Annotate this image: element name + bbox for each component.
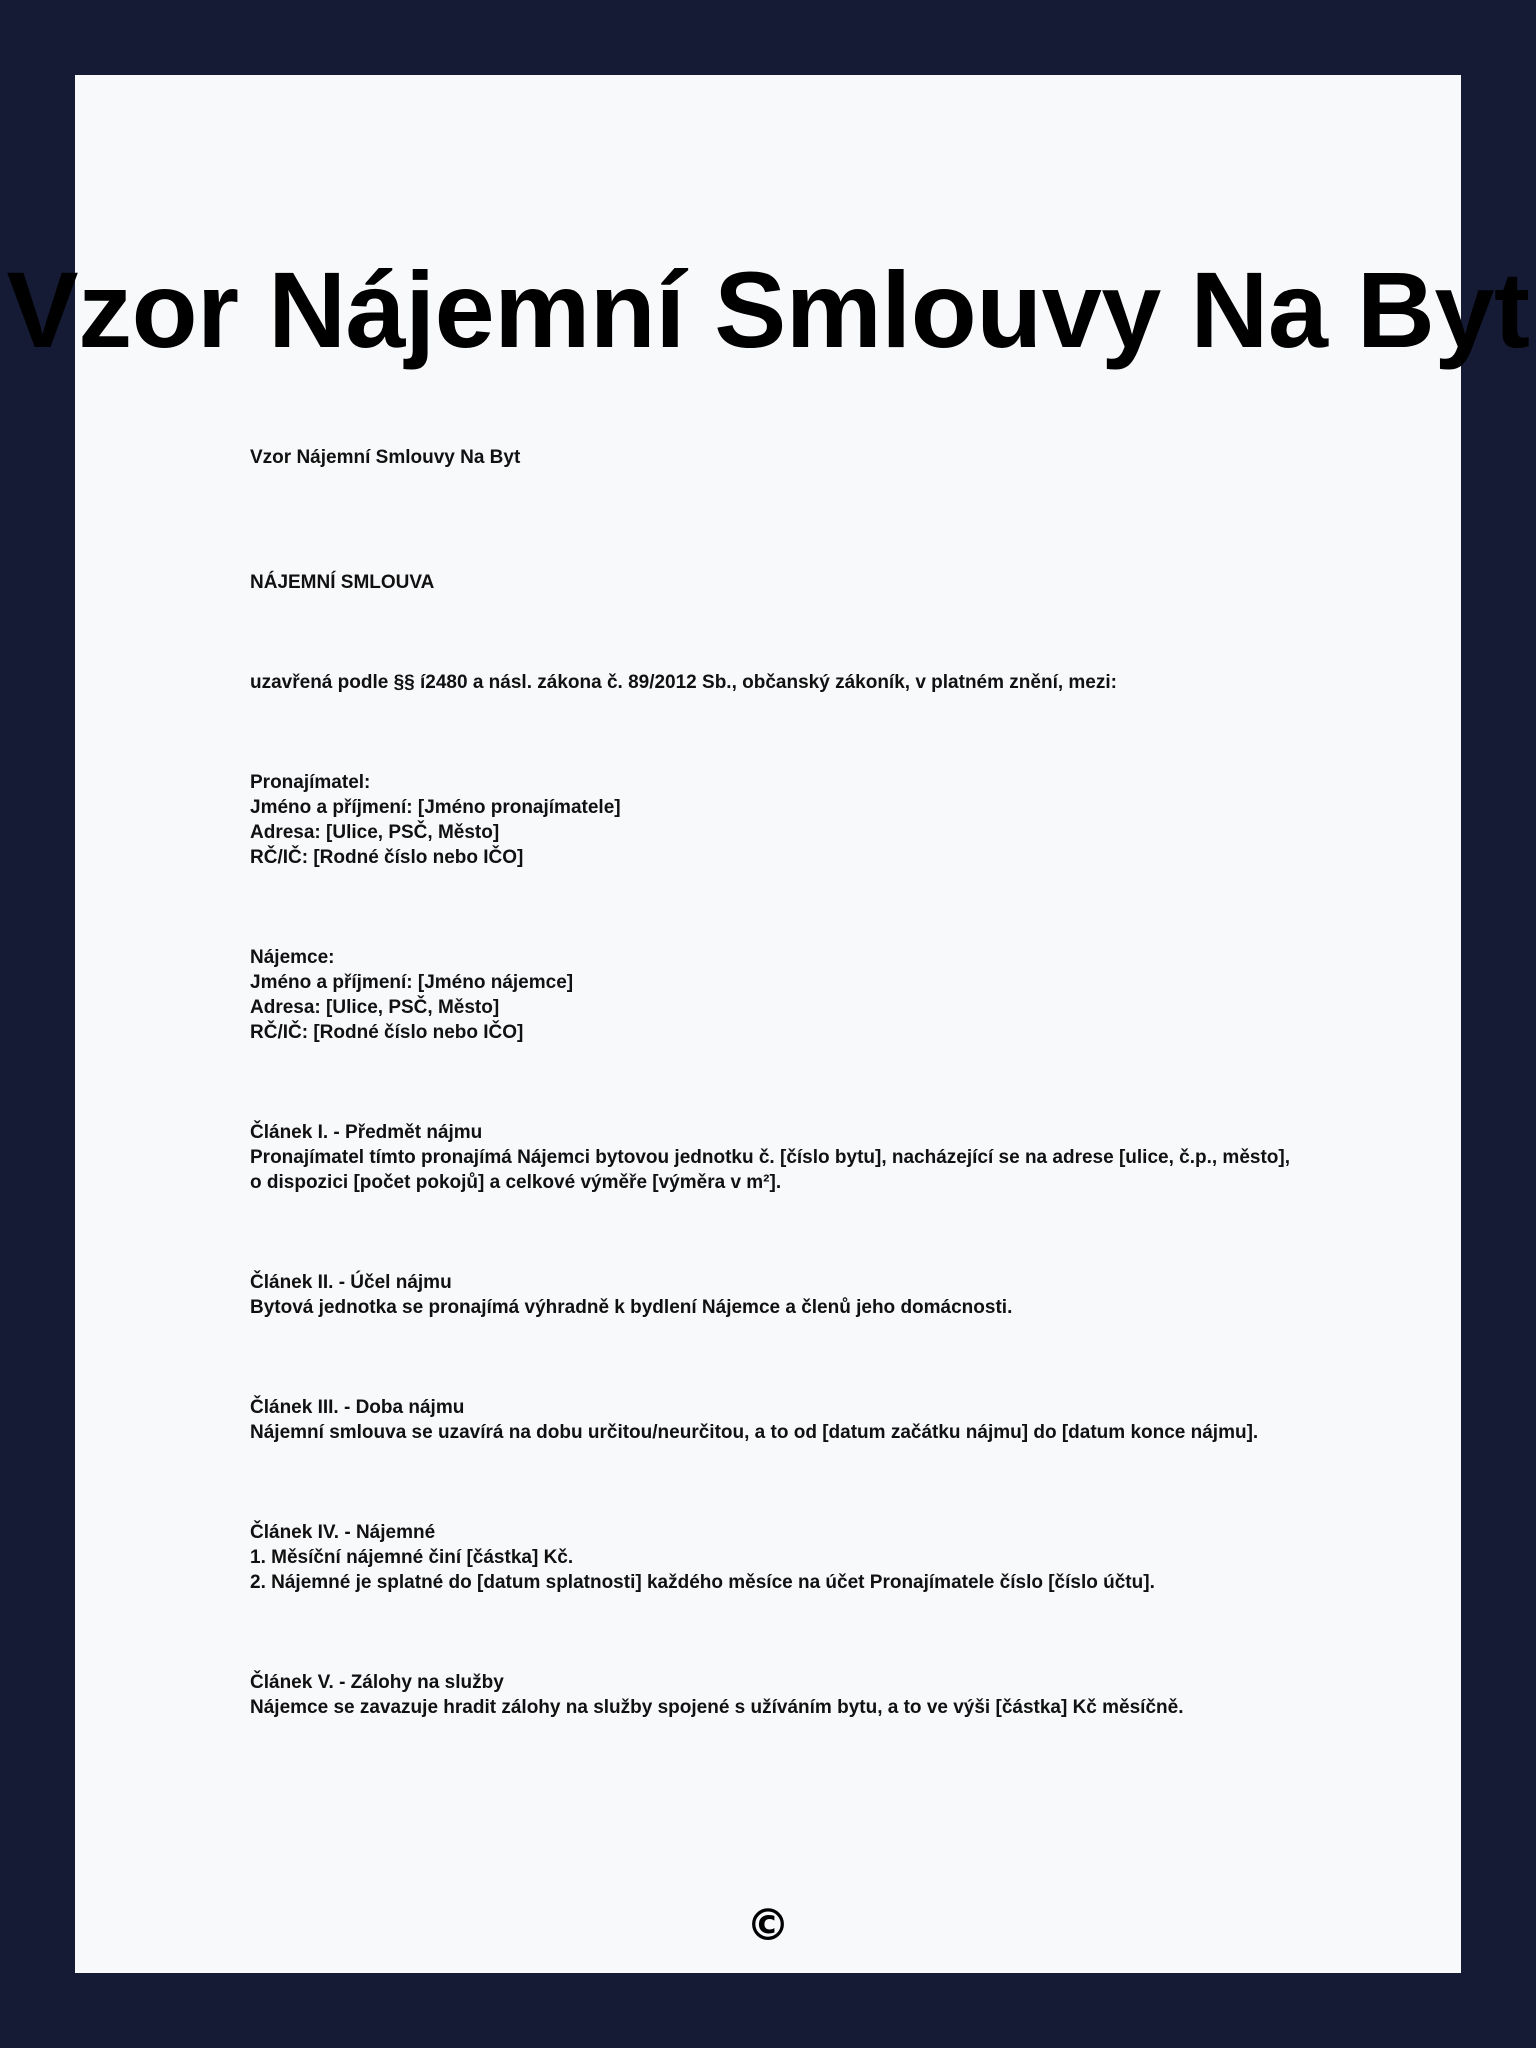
landlord-id: RČ/IČ: [Rodné číslo nebo IČO] <box>250 847 524 868</box>
article-heading: Článek II. - Účel nájmu <box>250 1272 452 1293</box>
article-text: Pronajímatel tímto pronajímá Nájemci bytovou jednotku č. [číslo bytu], nacházející se na adrese [ulice, č.p., město], o dispozici [počet pokojů] a celkové výměře [výměra v m²]. <box>250 1147 1290 1193</box>
document-body <box>250 445 1290 1720</box>
article-2 <box>250 1270 1290 1320</box>
landlord-address: Adresa: [Ulice, PSČ, Město] <box>250 822 500 843</box>
contract-heading: NÁJEMNÍ SMLOUVA <box>250 572 435 593</box>
article-1 <box>250 1120 1290 1195</box>
tenant-label: Nájemce: <box>250 947 335 968</box>
article-3 <box>250 1395 1290 1445</box>
article-text: Nájemní smlouva se uzavírá na dobu určitou/neurčitou, a to od [datum začátku nájmu] do [datum konce nájmu]. <box>250 1422 1259 1443</box>
tenant-block <box>250 945 1290 1045</box>
article-4 <box>250 1520 1290 1595</box>
article-5 <box>250 1670 1290 1720</box>
article-text: Bytová jednotka se pronajímá výhradně k bydlení Nájemce a členů jeho domácnosti. <box>250 1297 1013 1318</box>
article-heading: Článek I. - Předmět nájmu <box>250 1122 483 1143</box>
tenant-address: Adresa: [Ulice, PSČ, Město] <box>250 997 500 1018</box>
document-small-title: Vzor Nájemní Smlouvy Na Byt <box>250 447 521 468</box>
article-heading: Článek IV. - Nájemné <box>250 1522 436 1543</box>
landlord-block <box>250 770 1290 870</box>
article-text: 2. Nájemné je splatné do [datum splatnosti] každého měsíce na účet Pronajímatele číslo [číslo účtu]. <box>250 1572 1155 1593</box>
contract-intro: uzavřená podle §§ í2480 a násl. zákona č. 89/2012 Sb., občanský zákoník, v platném znění, mezi: <box>250 672 1117 693</box>
landlord-name: Jméno a příjmení: [Jméno pronajímatele] <box>250 797 621 818</box>
document-big-title: Vzor Nájemní Smlouvy Na Byt <box>6 249 1530 370</box>
article-heading: Článek III. - Doba nájmu <box>250 1397 465 1418</box>
article-text: Nájemce se zavazuje hradit zálohy na služby spojené s užíváním bytu, a to ve výši [částka] Kč měsíčně. <box>250 1697 1184 1718</box>
landlord-label: Pronajímatel: <box>250 772 371 793</box>
article-heading: Článek V. - Zálohy na služby <box>250 1672 504 1693</box>
tenant-id: RČ/IČ: [Rodné číslo nebo IČO] <box>250 1022 524 1043</box>
copyright-icon: © <box>746 1900 790 1951</box>
article-text: 1. Měsíční nájemné činí [částka] Kč. <box>250 1547 574 1568</box>
tenant-name: Jméno a příjmení: [Jméno nájemce] <box>250 972 574 993</box>
